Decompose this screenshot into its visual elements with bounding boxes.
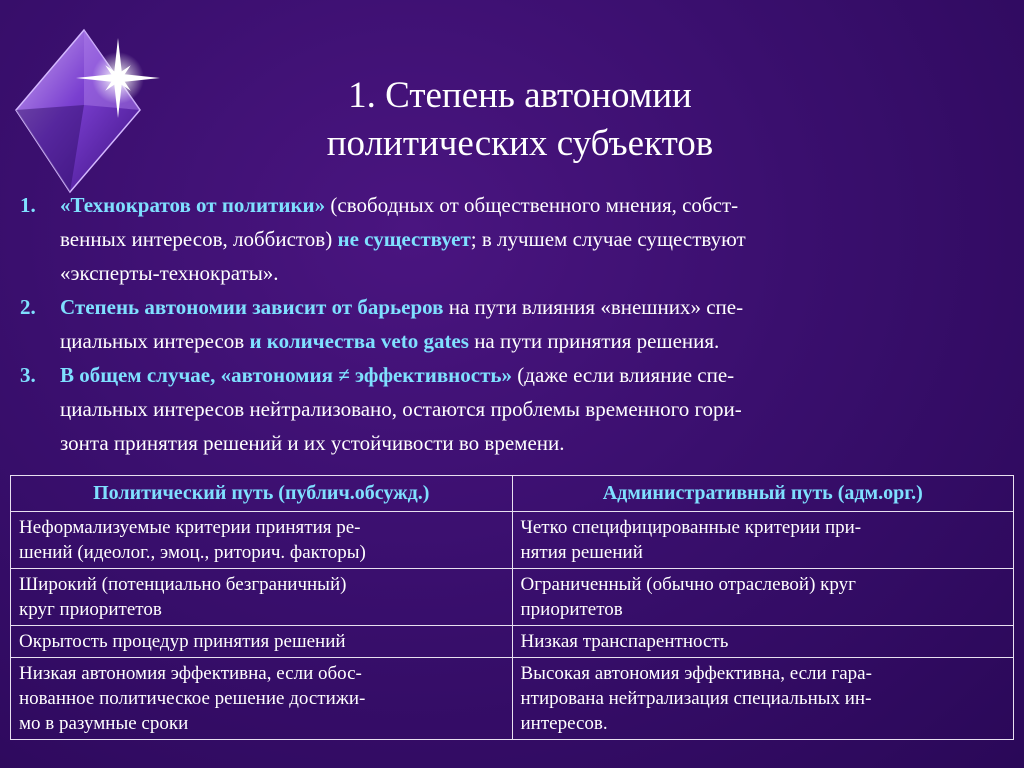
cell-political (11, 658, 513, 740)
list-item (20, 188, 1010, 290)
cell-text-line: нованное политическое решение достижи- (19, 688, 366, 709)
cell-administrative (512, 658, 1014, 740)
cell-administrative (512, 626, 1014, 658)
plain-text: циальных интересов (60, 329, 250, 353)
plain-text: венных интересов, лоббистов) (60, 227, 338, 251)
cell-text-line: нтирована нейтрализация специальных ин- (520, 688, 872, 709)
cell-text-line: шений (идеолог., эмоц., риторич. факторы) (19, 542, 366, 563)
list-item-text (60, 358, 1010, 460)
list-item-number: 1. (20, 193, 36, 217)
cell-political (11, 569, 513, 626)
text-line (60, 426, 1010, 460)
cell-text-line: Неформализуемые критерии принятия ре- (19, 517, 361, 538)
highlighted-text: Степень автономии зависит от барьеров (60, 295, 444, 319)
list-item-text (60, 290, 1010, 358)
list-item (20, 358, 1010, 460)
text-line (60, 324, 1010, 358)
cell-text-line: Четко специфицированные критерии при- (520, 517, 862, 538)
cell-text-line: Низкая транспарентность (520, 631, 729, 652)
plain-text: ; в лучшем случае существуют (470, 227, 746, 251)
text-line (60, 256, 1010, 290)
plain-text: (даже если влияние спе- (512, 363, 735, 387)
highlighted-text: не существует (337, 227, 471, 251)
diamond-star-icon (0, 0, 170, 200)
table-row (11, 658, 1014, 740)
page-title (200, 72, 840, 168)
table-row (11, 512, 1014, 569)
plain-text: зонта принятия решений и их устойчивости во времени. (60, 431, 565, 455)
plain-text: на пути влияния «внешних» спе- (443, 295, 744, 319)
highlighted-text: и количества veto gates (249, 329, 469, 353)
table-row (11, 569, 1014, 626)
cell-text-line: интересов. (520, 713, 608, 734)
cell-administrative (512, 569, 1014, 626)
title-line-1: 1. Степень автономии (348, 75, 692, 116)
cell-text-line: Низкая автономия эффективна, если обос- (19, 663, 362, 684)
plain-text: (свободных от общественного мнения, собст- (325, 193, 739, 217)
cell-text-line: Окрытость процедур принятия решений (19, 631, 346, 652)
plain-text: «эксперты-технократы». (60, 261, 279, 285)
cell-administrative (512, 512, 1014, 569)
highlighted-text: «Технократов от политики» (60, 193, 326, 217)
title-line-2: политических субъектов (326, 123, 714, 164)
cell-text-line: нятия решений (520, 542, 643, 563)
cell-text-line: мо в разумные сроки (19, 713, 189, 734)
list-item (20, 290, 1010, 358)
text-line (60, 290, 1010, 324)
header-political-path: Политический путь (публич.обсужд.) (11, 476, 513, 512)
numbered-list (20, 188, 1010, 460)
cell-text-line: круг приоритетов (19, 599, 162, 620)
text-line (60, 358, 1010, 392)
cell-text-line: приоритетов (520, 599, 623, 620)
table-row (11, 626, 1014, 658)
highlighted-text: В общем случае, «автономия ≠ эффективность» (60, 363, 513, 387)
list-item-number: 2. (20, 295, 36, 319)
list-item-number: 3. (20, 363, 36, 387)
plain-text: на пути принятия решения. (468, 329, 720, 353)
cell-political (11, 512, 513, 569)
cell-political (11, 626, 513, 658)
cell-text-line: Широкий (потенциально безграничный) (19, 574, 347, 595)
text-line (60, 188, 1010, 222)
text-line (60, 392, 1010, 426)
table-header-row (11, 476, 1014, 512)
cell-text-line: Ограниченный (обычно отраслевой) круг (520, 574, 856, 595)
list-item-text (60, 188, 1010, 290)
cell-text-line: Высокая автономия эффективна, если гара- (520, 663, 872, 684)
comparison-table (10, 475, 1014, 740)
header-administrative-path: Административный путь (адм.орг.) (512, 476, 1014, 512)
plain-text: циальных интересов нейтрализовано, остаются проблемы временного гори- (60, 397, 742, 421)
text-line (60, 222, 1010, 256)
